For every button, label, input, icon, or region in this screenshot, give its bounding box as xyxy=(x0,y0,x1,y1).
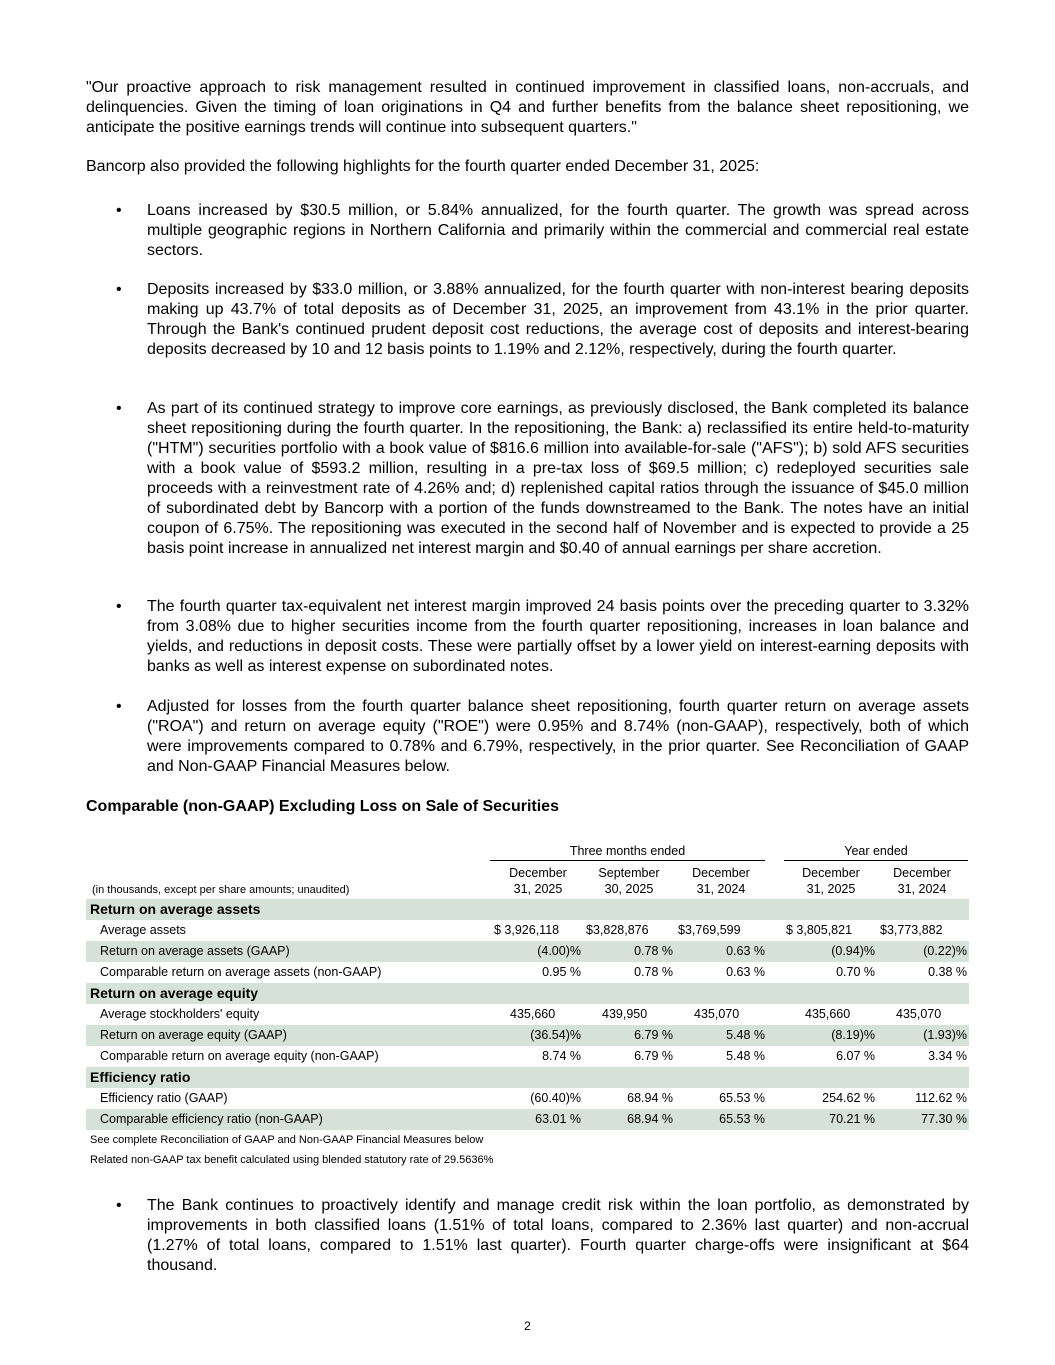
cell-dec-2024-q: 0.63 % xyxy=(726,965,765,979)
bullet-text: The fourth quarter tax-equivalent net interest margin improved 24 basis points over the preceding quarter to 3.32% from 3.08% due to higher securities income from the fourth quarter repositioning, increases in loan balance and yields, and reductions in deposit costs. These were partially offset by a lower yield on interest-earning deposits with banks as well as interest expense on subordinated notes. xyxy=(147,598,969,675)
row-label: Return on average assets (GAAP) xyxy=(100,944,290,958)
table-row xyxy=(86,1088,969,1109)
column-header-line1: December xyxy=(893,866,951,880)
cell-sep-2025-q: $3,828,876 xyxy=(586,923,649,937)
cell-dec-2025-q: (4.00)% xyxy=(537,944,581,958)
table-footnote: Related non-GAAP tax benefit calculated using blended statutory rate of 29.5636% xyxy=(90,1154,494,1166)
cell-dec-2024-y: (0.22)% xyxy=(923,944,967,958)
cell-dec-2025-q: 63.01 % xyxy=(535,1112,581,1126)
cell-dec-2024-q: 5.48 % xyxy=(726,1028,765,1042)
cell-dec-2024-q: 65.53 % xyxy=(719,1112,765,1126)
cell-dec-2025-y: 254.62 % xyxy=(822,1091,875,1105)
cell-dec-2025-q: 0.95 % xyxy=(542,965,581,979)
bullet-text: As part of its continued strategy to improve core earnings, as previously disclosed, the Bank completed its balance sheet repositioning during the fourth quarter. In the repositioning, the Bank: a) reclassified its entire held-to-maturity ("HTM") securities portfolio with a book value of $816.6 million into available-for-sale ("AFS"); b) sold AFS securities with a book value of $593.2 million, resulting in a pre-tax loss of $69.5 million; c) redeployed securities sale proceeds with a reinvestment rate of 4.26% and; d) replenished capital ratios through the issuance of $45.0 million of subordinated debt by Bancorp with a portion of the funds downstreamed to the Bank. The notes have an initial coupon of 6.75%. The repositioning was executed in the second half of November and is expected to provide a 25 basis point increase in annualized net interest margin and $0.40 of annual earnings per share accretion. xyxy=(147,400,969,557)
column-header xyxy=(674,865,768,897)
table-section-row xyxy=(86,899,969,920)
cell-dec-2024-q: 5.48 % xyxy=(726,1049,765,1063)
bullet-roa-roe xyxy=(86,697,969,777)
column-header-line1: December xyxy=(692,866,750,880)
row-label: Efficiency ratio (GAAP) xyxy=(100,1091,228,1105)
cell-sep-2025-q: 68.94 % xyxy=(627,1112,673,1126)
cell-sep-2025-q: 0.78 % xyxy=(634,965,673,979)
cell-dec-2025-q: (60.40)% xyxy=(530,1091,581,1105)
row-label: Average stockholders' equity xyxy=(100,1007,260,1021)
bullet-dot: • xyxy=(116,598,122,615)
bullet-dot: • xyxy=(116,698,122,715)
table-row xyxy=(86,1046,969,1067)
column-header xyxy=(784,865,878,897)
cell-dec-2025-q: (36.54)% xyxy=(530,1028,581,1042)
row-label: Efficiency ratio xyxy=(90,1069,191,1085)
table-row xyxy=(86,1109,969,1130)
unit-note: (in thousands, except per share amounts; unaudited) xyxy=(92,884,350,896)
column-header xyxy=(876,865,968,897)
cell-dec-2025-y: 0.70 % xyxy=(836,965,875,979)
row-label: Comparable efficiency ratio (non-GAAP) xyxy=(100,1112,323,1126)
bullet-text: Adjusted for losses from the fourth quarter balance sheet repositioning, fourth quarter return on average assets ("ROA") and return on average equity ("ROE") were 0.95% and 8.74% (non-GAAP), respectively, both of which were improvements compared to 0.78% and 6.79%, respectively, in the prior quarter. See Reconciliation of GAAP and Non-GAAP Financial Measures below. xyxy=(147,698,969,775)
bullet-text: Deposits increased by $33.0 million, or 3.88% annualized, for the fourth quarter with non-interest bearing deposits making up 43.7% of total deposits as of December 31, 2025, an improvement from 43.1% in the prior quarter. Through the Bank's continued prudent deposit cost reductions, the average cost of deposits and interest-bearing deposits decreased by 10 and 12 basis points to 1.19% and 2.12%, respectively, during the fourth quarter. xyxy=(147,281,969,358)
cell-dec-2024-y: 3.34 % xyxy=(928,1049,967,1063)
cell-dec-2024-y: 77.30 % xyxy=(921,1112,967,1126)
bullet-credit-risk xyxy=(86,1196,969,1276)
bullet-dot: • xyxy=(116,1197,122,1214)
column-header-line2: 30, 2025 xyxy=(604,882,654,896)
table-row xyxy=(86,1004,969,1025)
table-footnote: See complete Reconciliation of GAAP and Non-GAAP Financial Measures below xyxy=(90,1134,484,1146)
cell-sep-2025-q: 68.94 % xyxy=(627,1091,673,1105)
bullet-dot: • xyxy=(116,202,122,219)
column-header-line1: September xyxy=(598,866,660,880)
highlights-intro: Bancorp also provided the following highlights for the fourth quarter ended December 31, 2025: xyxy=(86,158,760,175)
column-header-line2: 31, 2024 xyxy=(897,882,947,896)
cell-dec-2024-y: $3,773,882 xyxy=(880,923,943,937)
cell-sep-2025-q: 439,950 xyxy=(602,1007,648,1021)
cell-dec-2025-y: $ 3,805,821 xyxy=(786,923,853,937)
cell-dec-2024-y: 435,070 xyxy=(896,1007,942,1021)
group-header-three-months: Three months ended xyxy=(490,842,765,861)
column-header xyxy=(490,865,586,897)
table-row xyxy=(86,962,969,983)
bullet-dot: • xyxy=(116,400,122,417)
row-label: Average assets xyxy=(100,923,186,937)
bullet-text: The Bank continues to proactively identify and manage credit risk within the loan portfolio, as demonstrated by improvements in both classified loans (1.51% of total loans, compared to 2.36% last quarter) and non-accrual (1.27% of total loans, compared to 1.51% last quarter). Fourth quarter charge-offs were insignificant at $64 thousand. xyxy=(147,1197,969,1274)
table-row xyxy=(86,920,969,941)
cell-dec-2024-q: $3,769,599 xyxy=(678,923,741,937)
column-header-line2: 31, 2024 xyxy=(696,882,746,896)
group-header-year: Year ended xyxy=(784,842,968,861)
row-label: Comparable return on average assets (non-GAAP) xyxy=(100,965,382,979)
bullet-repositioning xyxy=(86,399,969,559)
bullet-text: Loans increased by $30.5 million, or 5.84% annualized, for the fourth quarter. The growth was spread across multiple geographic regions in Northern California and primarily within the commercial and commercial real estate sectors. xyxy=(147,202,969,259)
cell-dec-2025-y: (0.94)% xyxy=(831,944,875,958)
cell-sep-2025-q: 6.79 % xyxy=(634,1049,673,1063)
column-header-line2: 31, 2025 xyxy=(513,882,563,896)
cell-dec-2025-q: $ 3,926,118 xyxy=(494,923,560,937)
cell-dec-2024-q: 435,070 xyxy=(694,1007,740,1021)
cell-dec-2025-y: 435,660 xyxy=(805,1007,851,1021)
intro-quote: "Our proactive approach to risk management resulted in continued improvement in classified loans, non-accruals, and delinquencies. Given the timing of loan originations in Q4 and further benefits from the balance sheet repositioning, we anticipate the positive earnings trends will continue into subsequent quarters." xyxy=(86,79,969,136)
bullet-dot: • xyxy=(116,281,122,298)
table-row xyxy=(86,941,969,962)
cell-sep-2025-q: 6.79 % xyxy=(634,1028,673,1042)
row-label: Return on average equity (GAAP) xyxy=(100,1028,287,1042)
row-label: Return on average assets xyxy=(90,901,261,917)
table-section-row xyxy=(86,1067,969,1088)
column-header-line1: December xyxy=(509,866,567,880)
cell-dec-2025-y: (8.19)% xyxy=(831,1028,875,1042)
section-title: Comparable (non-GAAP) Excluding Loss on Sale of Securities xyxy=(86,798,559,815)
cell-dec-2024-y: 112.62 % xyxy=(915,1091,967,1105)
bullet-deposits xyxy=(86,280,969,360)
cell-dec-2025-y: 6.07 % xyxy=(836,1049,875,1063)
row-label: Comparable return on average equity (non-GAAP) xyxy=(100,1049,379,1063)
cell-dec-2024-y: 0.38 % xyxy=(928,965,967,979)
cell-dec-2024-q: 0.63 % xyxy=(726,944,765,958)
cell-dec-2024-y: (1.93)% xyxy=(923,1028,967,1042)
cell-dec-2025-y: 70.21 % xyxy=(829,1112,875,1126)
page-number: 2 xyxy=(524,1319,531,1333)
column-header-line2: 31, 2025 xyxy=(806,882,856,896)
table-row xyxy=(86,1025,969,1046)
bullet-net-interest-margin xyxy=(86,597,969,677)
row-label: Return on average equity xyxy=(90,985,259,1001)
cell-sep-2025-q: 0.78 % xyxy=(634,944,673,958)
cell-dec-2025-q: 8.74 % xyxy=(542,1049,581,1063)
cell-dec-2024-q: 65.53 % xyxy=(719,1091,765,1105)
column-header xyxy=(582,865,676,897)
cell-dec-2025-q: 435,660 xyxy=(510,1007,556,1021)
column-header-line1: December xyxy=(802,866,860,880)
bullet-loans xyxy=(86,201,969,261)
table-section-row xyxy=(86,983,969,1004)
